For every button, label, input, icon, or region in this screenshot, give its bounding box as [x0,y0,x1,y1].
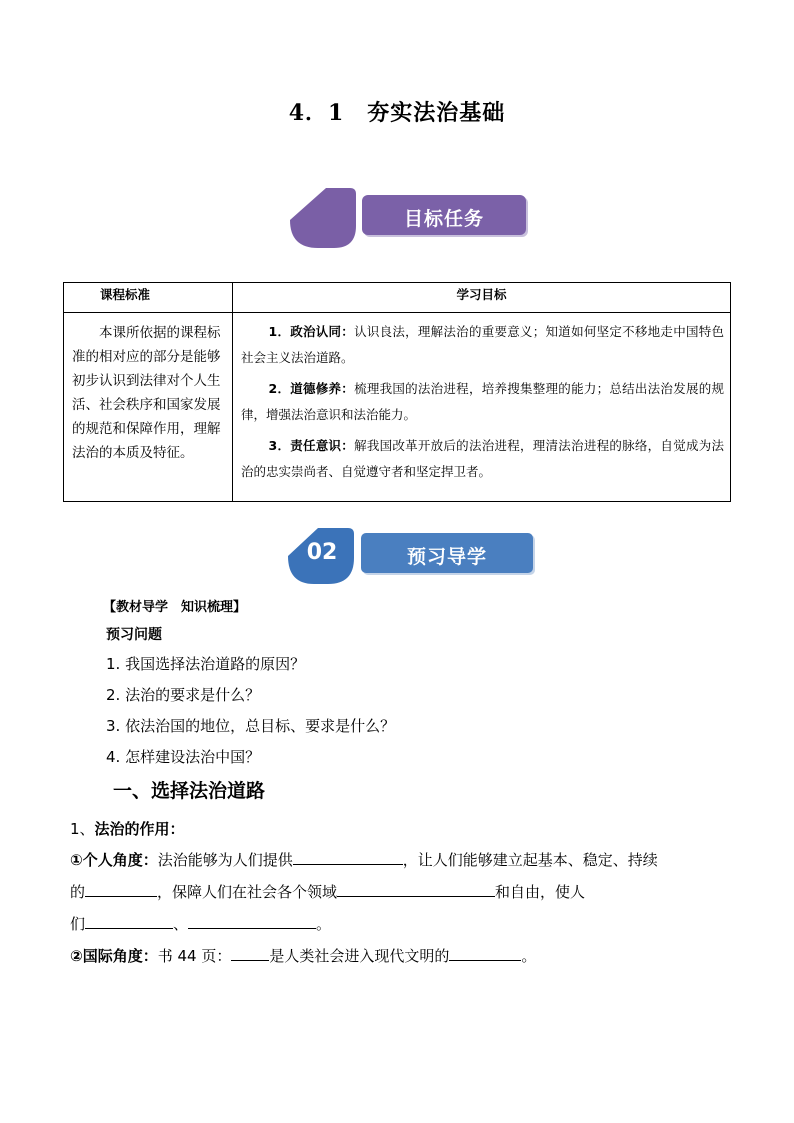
objective-item: 1．政治认同：认识良法，理解法治的重要意义；知道如何坚定不移地走中国特色社会主义法治道路。 [241,324,724,365]
goal-banner [288,186,532,252]
objective-item: 2．道德修养：梳理我国的法治进程，培养搜集整理的能力；总结出法治发展的规律，增强法治意识和法治能力。 [241,381,724,422]
fill-blank[interactable] [188,912,316,929]
preview-heading: 预习问题 [106,627,162,643]
fill-line: 们 、 。 [70,912,331,935]
preview-banner-label: 预习导学 [406,546,487,568]
question-item: 1. 我国选择法治道路的原因？ [106,655,306,673]
objective-item: 3．责任意识：解我国改革开放后的法治进程，理清法治进程的脉络，自觉成为法治的忠实崇尚者、自觉遵守者和坚定捍卫者。 [241,438,724,479]
header-objectives: 学习目标 [233,283,731,313]
question-list [106,652,395,776]
header-standard: 课程标准 [64,283,233,313]
course-standard-text: 本课所依据的课程标准的相对应的部分是能够初步认识到法律对个人生活、社会秩序和国家发展的规范和保障作用，理解法治的本质及特征。 [64,313,233,502]
item-heading: 1、法治的作用： [70,820,185,838]
fill-blank[interactable] [85,880,157,897]
section-label: 【教材导学 知识梳理】 [103,600,247,615]
fill-blank[interactable] [85,912,173,929]
fill-blank[interactable] [449,944,521,961]
preview-banner [286,528,538,586]
personal-angle-line: ①个人角度：法治能够为人们提供 ，让人们能够建立起基本、稳定、持续 [70,848,658,871]
question-item: 3. 依法治国的地位，总目标、要求是什么？ [106,717,396,735]
section-heading: 一、选择法治道路 [113,780,266,802]
objectives-cell [233,313,731,502]
question-item: 2. 法治的要求是什么？ [106,686,261,704]
question-item: 4. 怎样建设法治中国？ [106,748,261,766]
goals-table [63,282,731,502]
preview-banner-number: 02 [306,540,338,565]
international-angle-line: ②国际角度：书 44 页： 是人类社会进入现代文明的 。 [70,944,536,967]
fill-blank[interactable] [337,880,495,897]
fill-blank[interactable] [293,848,403,865]
fill-line: 的 ，保障人们在社会各个领域 和自由，使人 [70,880,585,903]
goal-banner-label: 目标任务 [403,208,484,230]
fill-blank[interactable] [231,944,269,961]
page-title: 4．1 夯实法治基础 [288,100,506,126]
